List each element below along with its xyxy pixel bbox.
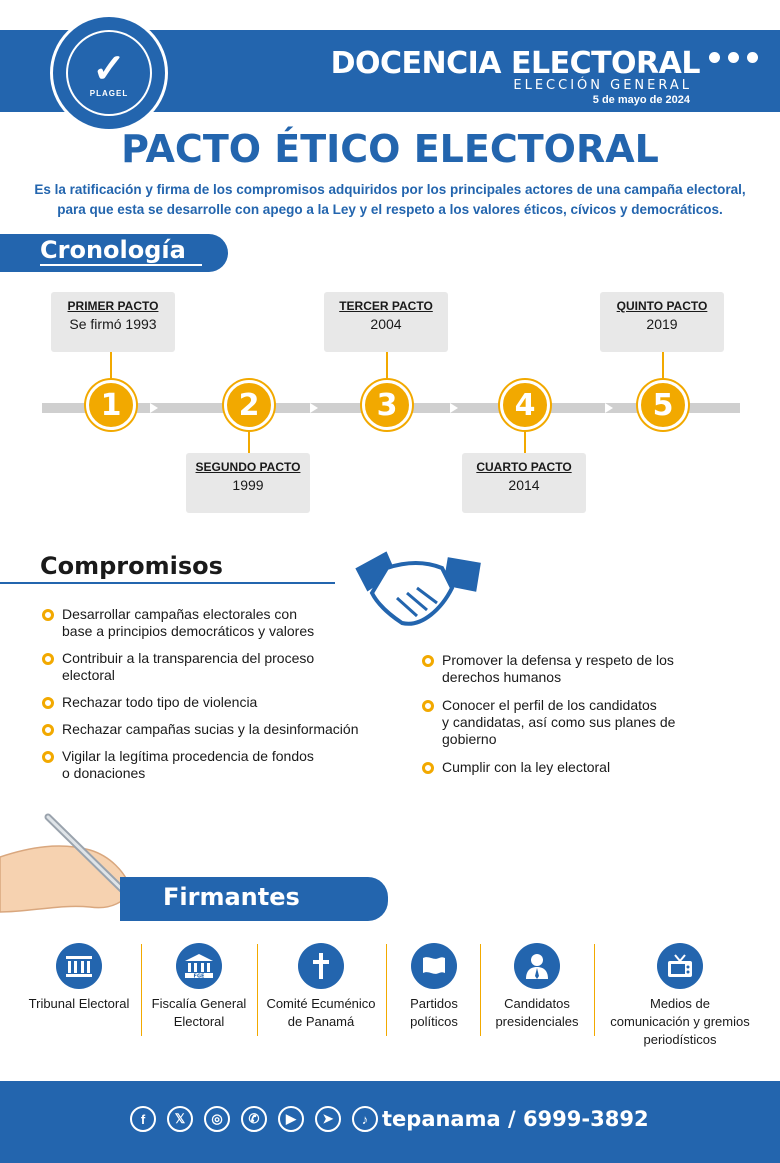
contact-handle[interactable]: tepanama / 6999-3892 [382, 1107, 649, 1131]
list-item-text: Cumplir con la ley electoral [442, 759, 611, 775]
timeline-stem [524, 430, 526, 454]
timeline-stem [662, 352, 664, 382]
pacto-1-number: 1 [86, 380, 136, 430]
compromisos-underline [0, 582, 335, 584]
timeline-arrow-icon [450, 403, 458, 413]
list-item-text [62, 748, 314, 782]
dot-icon [747, 52, 758, 63]
cross-icon [298, 943, 344, 989]
bullet-icon [42, 609, 54, 621]
firmante-label: Candidatos [504, 996, 570, 1011]
list-item [422, 652, 752, 686]
firmante-label: periodísticos [643, 1032, 717, 1047]
person-icon [514, 943, 560, 989]
firmante-partidos [388, 943, 480, 1031]
instagram-icon[interactable]: ◎ [204, 1106, 230, 1132]
logo-inner [66, 30, 152, 116]
line: Promover la defensa y respeto de los [442, 652, 674, 668]
intro-text [20, 180, 760, 220]
pacto-title: SEGUNDO PACTO [195, 460, 301, 474]
cronologia-heading: Cronología [40, 236, 186, 264]
line: Desarrollar campañas electorales con [62, 606, 297, 622]
compromisos-right-list [422, 652, 752, 776]
list-item-text [62, 606, 314, 640]
bullet-icon [42, 653, 54, 665]
firmante-medios [596, 943, 764, 1049]
firmantes-heading: Firmantes [163, 883, 300, 911]
pacto-2-number: 2 [224, 380, 274, 430]
checkmark-icon: ✓ [92, 46, 126, 91]
firmante-candidatos [482, 943, 592, 1031]
line: Conocer el perfil de los candidatos [442, 697, 657, 713]
firmante-label: políticos [410, 1014, 458, 1029]
timeline-arrow-icon [310, 403, 318, 413]
logo-text: PLAGEL [89, 88, 129, 98]
facebook-icon[interactable]: f [130, 1106, 156, 1132]
telegram-icon[interactable]: ➤ [315, 1106, 341, 1132]
firmante-label: presidenciales [495, 1014, 579, 1029]
list-item-text [442, 697, 675, 748]
divider [257, 944, 258, 1036]
timeline-arrow-icon [150, 403, 158, 413]
timeline-arrow-icon [605, 403, 613, 413]
tiktok-icon[interactable]: ♪ [352, 1106, 378, 1132]
divider [386, 944, 387, 1036]
line: gobierno [442, 731, 497, 747]
line: derechos humanos [442, 669, 562, 685]
pacto-3-number: 3 [362, 380, 412, 430]
pacto-year: 1999 [232, 477, 264, 493]
timeline-stem [386, 352, 388, 382]
building-icon [56, 943, 102, 989]
bullet-icon [42, 697, 54, 709]
dot-icon [728, 52, 739, 63]
fge-icon [176, 943, 222, 989]
pacto-5-number: 5 [638, 380, 688, 430]
header-dots [709, 52, 758, 63]
pacto-5-box [600, 292, 724, 352]
firmante-tribunal [18, 943, 140, 1013]
intro-line-1: Es la ratificación y firma de los compromisos adquiridos por los principales actores de una campaña electoral, [34, 182, 746, 197]
pacto-3-box [324, 292, 448, 352]
pacto-4-number: 4 [500, 380, 550, 430]
divider [480, 944, 481, 1036]
timeline-stem [110, 352, 112, 382]
bullet-icon [422, 655, 434, 667]
firmante-label: comunicación y gremios [610, 1014, 750, 1029]
docencia-title: DOCENCIA ELECTORAL [330, 46, 700, 81]
election-date: 5 de mayo de 2024 [592, 94, 690, 106]
list-item [42, 694, 422, 711]
x-icon[interactable]: 𝕏 [167, 1106, 193, 1132]
divider [594, 944, 595, 1036]
pacto-1-box [51, 292, 175, 352]
firmante-label: Partidos [410, 996, 458, 1011]
compromisos-left-list [42, 606, 422, 782]
pacto-year: 2004 [370, 316, 402, 332]
compromisos-heading: Compromisos [40, 552, 223, 580]
bullet-icon [422, 762, 434, 774]
list-item-text: Rechazar campañas sucias y la desinformación [62, 721, 359, 737]
list-item-text [62, 650, 314, 684]
tribunal-electoral-logo [50, 14, 168, 132]
pacto-2-box [186, 453, 310, 513]
line: Vigilar la legítima procedencia de fondos [62, 748, 314, 764]
bullet-icon [42, 751, 54, 763]
pacto-title: QUINTO PACTO [616, 299, 708, 313]
cronologia-underline [40, 264, 202, 266]
page-title: PACTO ÉTICO ELECTORAL [121, 127, 659, 171]
dot-icon [709, 52, 720, 63]
firmante-label: Comité Ecuménico [266, 996, 376, 1011]
firmante-comite [259, 943, 383, 1031]
line: electoral [62, 667, 115, 683]
timeline-stem [248, 430, 250, 454]
list-item [422, 697, 752, 748]
line: y candidatas, así como sus planes de [442, 714, 676, 730]
firmante-label: Fiscalía General [151, 996, 247, 1011]
list-item [42, 650, 422, 684]
pacto-title: TERCER PACTO [339, 299, 433, 313]
firmante-label: Tribunal Electoral [28, 996, 130, 1011]
intro-line-2: para que esta se desarrolle con apego a la Ley y el respeto a los valores éticos, cívicos y democráticos. [57, 202, 723, 217]
list-item [422, 759, 752, 776]
firmante-label: Electoral [173, 1014, 225, 1029]
whatsapp-icon[interactable]: ✆ [241, 1106, 267, 1132]
pacto-4-box [462, 453, 586, 513]
social-icons [130, 1106, 378, 1132]
list-item-text [442, 652, 674, 686]
fge-text: FGE [193, 973, 205, 979]
firmante-fiscalia [143, 943, 255, 1031]
list-item-text: Rechazar todo tipo de violencia [62, 694, 258, 710]
list-item [42, 606, 422, 640]
eleccion-subtitle: ELECCIÓN GENERAL [513, 78, 692, 93]
line: base a principios democráticos y valores [62, 623, 315, 639]
line: Contribuir a la transparencia del proceso [62, 650, 315, 666]
pacto-year: Se firmó 1993 [69, 316, 157, 332]
list-item [42, 748, 422, 782]
firmante-label: Medios de [650, 996, 710, 1011]
youtube-icon[interactable]: ▶ [278, 1106, 304, 1132]
bullet-icon [422, 700, 434, 712]
tv-icon [657, 943, 703, 989]
pacto-title: PRIMER PACTO [67, 299, 159, 313]
firmante-label: de Panamá [287, 1014, 355, 1029]
list-item [42, 721, 422, 738]
bullet-icon [42, 724, 54, 736]
line: o donaciones [62, 765, 146, 781]
divider [141, 944, 142, 1036]
pacto-title: CUARTO PACTO [476, 460, 572, 474]
pacto-year: 2014 [508, 477, 540, 493]
pacto-year: 2019 [646, 316, 678, 332]
flag-icon [411, 943, 457, 989]
